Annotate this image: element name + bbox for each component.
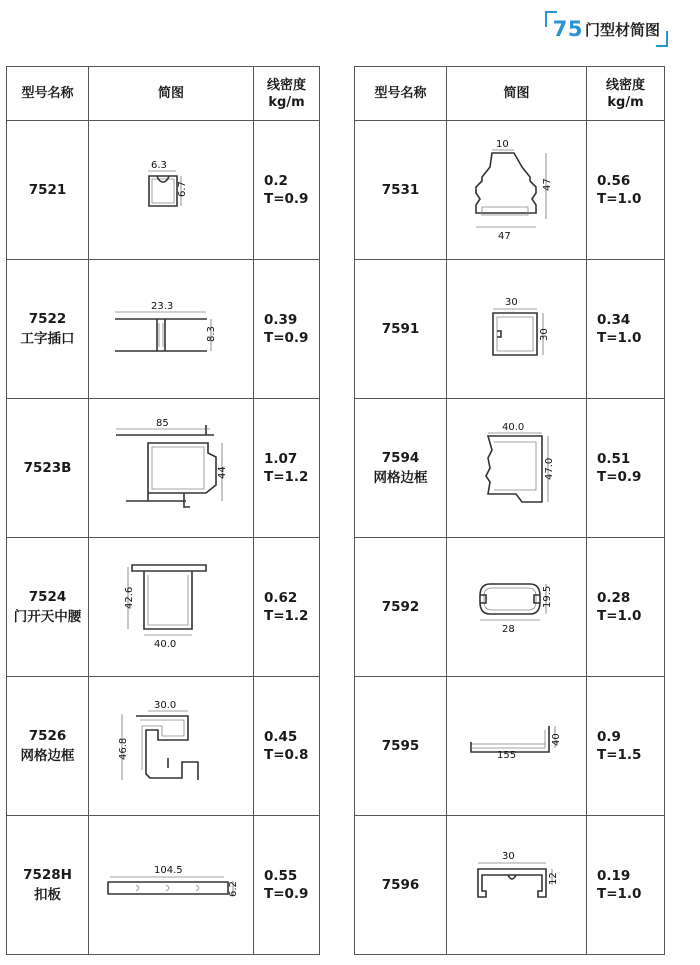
table-row [355,121,665,260]
dim-label: 42.6 [124,586,135,609]
model-cell [7,260,89,399]
profile-figure-cell [89,260,254,399]
dim-label: 12 [547,872,559,885]
density-value: 0.2 [264,173,288,189]
profile-figure-cell [89,399,254,538]
model-cell [7,399,89,538]
model-number: 7592 [381,599,420,615]
profile-figure-cell [447,121,587,260]
dim-label: 40.0 [154,639,177,650]
model-number: 7528H [23,867,72,883]
density-cell [254,538,320,677]
title-bracket-left [545,11,557,27]
table-row [355,399,665,538]
model-cell [7,538,89,677]
thickness-value: T=1.0 [597,191,642,207]
model-number: 7522 [28,311,67,327]
profile-7592-drawing [462,562,572,652]
table-row [7,677,320,816]
model-number: 7526 [28,728,67,744]
profile-7528h-drawing [96,845,246,925]
density-cell [254,816,320,955]
header-density-unit: kg/m [268,94,305,110]
profile-figure-cell [89,677,254,816]
title-bracket-right [656,31,668,47]
profile-figure-cell [447,538,587,677]
header-model: 型号名称 [355,67,447,121]
dim-label: 47 [541,178,553,191]
density-cell [254,121,320,260]
profile-7523b-drawing [96,413,246,523]
model-cell [355,677,447,816]
thickness-value: T=0.9 [597,469,642,485]
density-cell [254,399,320,538]
profile-7591-drawing [467,289,567,369]
density-value: 0.28 [597,590,631,606]
table-row [7,538,320,677]
table-header-row [355,67,665,121]
dim-label: 6.2 [228,881,239,897]
dim-label: 40.0 [501,422,524,433]
density-cell [254,260,320,399]
profile-figure-cell [447,260,587,399]
header-density [254,67,320,121]
model-subtitle: 门开天中腰 [13,609,82,625]
dim-label: 30 [504,297,518,308]
dim-label: 6.3 [151,160,167,171]
density-value: 1.07 [264,451,298,467]
table-row [7,399,320,538]
density-value: 0.45 [264,729,298,745]
model-subtitle: 网格边框 [373,470,428,486]
profile-7521-drawing [121,150,221,230]
density-cell [587,399,665,538]
dim-label: 85 [156,418,169,429]
spec-table-right [354,66,665,955]
profile-7594-drawing [462,418,572,518]
profile-7596-drawing [462,845,572,925]
section-title-badge [553,14,660,44]
model-number: 7595 [381,738,420,754]
table-row [355,816,665,955]
model-number: 7521 [28,182,67,198]
density-cell [587,121,665,260]
profile-7524-drawing [106,557,236,657]
density-value: 0.55 [264,868,298,884]
thickness-value: T=0.8 [264,747,309,763]
header-figure: 简图 [89,67,254,121]
dim-label: 28 [501,624,515,635]
dim-label: 23.3 [151,301,174,312]
thickness-value: T=0.9 [264,330,309,346]
profile-7531-drawing [462,135,572,245]
model-number: 7531 [381,182,420,198]
model-cell [355,538,447,677]
dim-label: 19.5 [541,585,553,608]
model-cell [7,121,89,260]
dim-label: 104.5 [154,865,183,876]
dim-label: 46.8 [118,737,129,760]
title-text: 门型材简图 [584,20,660,39]
dim-label: 47 [497,231,511,242]
model-number: 7596 [381,877,420,893]
dim-label: 44 [217,466,228,479]
model-number: 7523B [23,460,72,476]
dim-label: 10 [495,139,509,150]
dim-label: 30 [501,851,515,862]
table-header-row [7,67,320,121]
profile-figure-cell [447,399,587,538]
density-cell [587,538,665,677]
profile-7526-drawing [106,696,236,796]
profile-figure-cell [447,816,587,955]
table-row [7,260,320,399]
density-value: 0.34 [597,312,631,328]
table-row [355,260,665,399]
table-row [355,677,665,816]
thickness-value: T=1.5 [597,747,642,763]
model-cell [7,816,89,955]
thickness-value: T=1.0 [597,608,642,624]
thickness-value: T=0.9 [264,191,309,207]
table-row [7,816,320,955]
density-cell [587,677,665,816]
thickness-value: T=1.2 [264,608,309,624]
density-cell [587,816,665,955]
header-figure: 简图 [447,67,587,121]
profile-figure-cell [89,816,254,955]
model-number: 7591 [381,321,420,337]
header-density-unit: kg/m [607,94,644,110]
density-value: 0.19 [597,868,631,884]
model-cell [355,260,447,399]
dim-label: 40 [550,733,562,746]
density-value: 0.62 [264,590,298,606]
thickness-value: T=1.0 [597,330,642,346]
density-value: 0.56 [597,173,631,189]
profile-7522-drawing [101,289,241,369]
header-model: 型号名称 [7,67,89,121]
profile-figure-cell [447,677,587,816]
header-density-label: 线密度 [266,77,306,93]
dim-label: 30.0 [154,700,177,711]
density-value: 0.39 [264,312,298,328]
profile-figure-cell [89,538,254,677]
dim-label: 8.3 [206,326,217,342]
dim-label: 30 [538,328,550,341]
dim-label: 155 [496,750,516,761]
model-cell [355,399,447,538]
density-value: 0.9 [597,729,621,745]
table-row [7,121,320,260]
title-number: 75 [552,17,583,41]
model-cell [355,121,447,260]
model-number: 7524 [28,589,67,605]
model-subtitle: 网格边框 [20,748,75,764]
thickness-value: T=1.2 [264,469,309,485]
thickness-value: T=0.9 [264,886,309,902]
model-cell [355,816,447,955]
header-density-label: 线密度 [605,77,645,93]
model-number: 7594 [381,450,420,466]
model-cell [7,677,89,816]
model-subtitle: 扣板 [34,887,61,903]
dim-label: 47.0 [543,457,555,480]
spec-table-left [6,66,320,955]
density-cell [254,677,320,816]
profile-7595-drawing [457,706,577,786]
profile-figure-cell [89,121,254,260]
density-cell [587,260,665,399]
table-row [355,538,665,677]
dim-label: 6.7 [177,181,188,197]
header-density [587,67,665,121]
density-value: 0.51 [597,451,631,467]
thickness-value: T=1.0 [597,886,642,902]
model-subtitle: 工字插口 [20,331,75,347]
